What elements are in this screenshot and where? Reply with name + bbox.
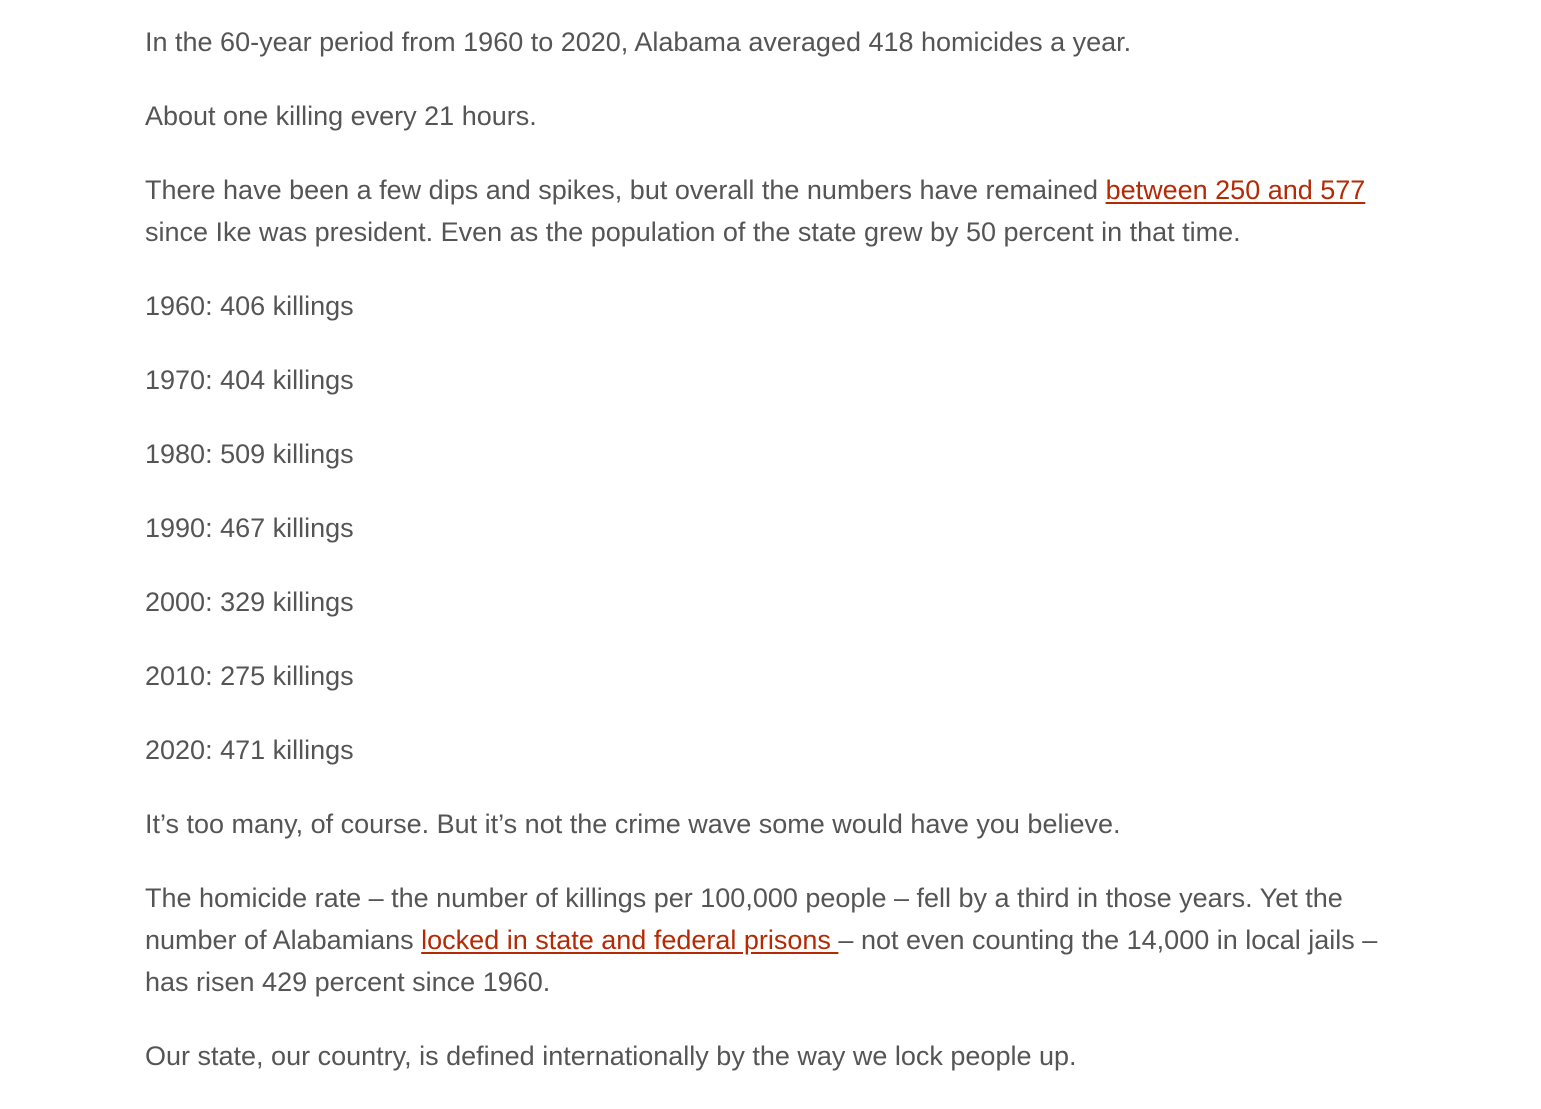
paragraph-rate: About one killing every 21 hours.	[145, 101, 537, 131]
killings-1980: 1980: 509 killings	[145, 439, 354, 469]
killings-2010: 2010: 275 killings	[145, 661, 354, 691]
link-between-250-and-577[interactable]: between 250 and 577	[1105, 175, 1366, 205]
paragraph-range-before: There have been a few dips and spikes, but overall the numbers have remained	[145, 175, 1106, 205]
killings-1970: 1970: 404 killings	[145, 365, 354, 395]
paragraph-homicide-rate	[145, 877, 1395, 1003]
killings-1960: 1960: 406 killings	[145, 291, 354, 321]
killings-2020: 2020: 471 killings	[145, 735, 354, 765]
link-locked-in-prisons[interactable]: locked in state and federal prisons	[421, 925, 839, 955]
paragraph-range	[145, 169, 1395, 253]
article-body	[145, 21, 1395, 1109]
killings-1990: 1990: 467 killings	[145, 513, 354, 543]
paragraph-range-after: since Ike was president. Even as the population of the state grew by 50 percent in that time.	[145, 217, 1241, 247]
killings-2000: 2000: 329 killings	[145, 587, 354, 617]
paragraph-too-many: It’s too many, of course. But it’s not the crime wave some would have you believe.	[145, 809, 1121, 839]
paragraph-homicide-rate-after: – not even counting the 14,000 in local jails – has risen 429 percent since 1960.	[145, 925, 1378, 997]
paragraph-homicide-rate-before: The homicide rate – the number of killings per 100,000 people – fell by a third in those years. Yet the number of Alabamians	[145, 883, 1343, 955]
paragraph-defined: Our state, our country, is defined internationally by the way we lock people up.	[145, 1041, 1077, 1071]
paragraph-average: In the 60-year period from 1960 to 2020, Alabama averaged 418 homicides a year.	[145, 27, 1132, 57]
